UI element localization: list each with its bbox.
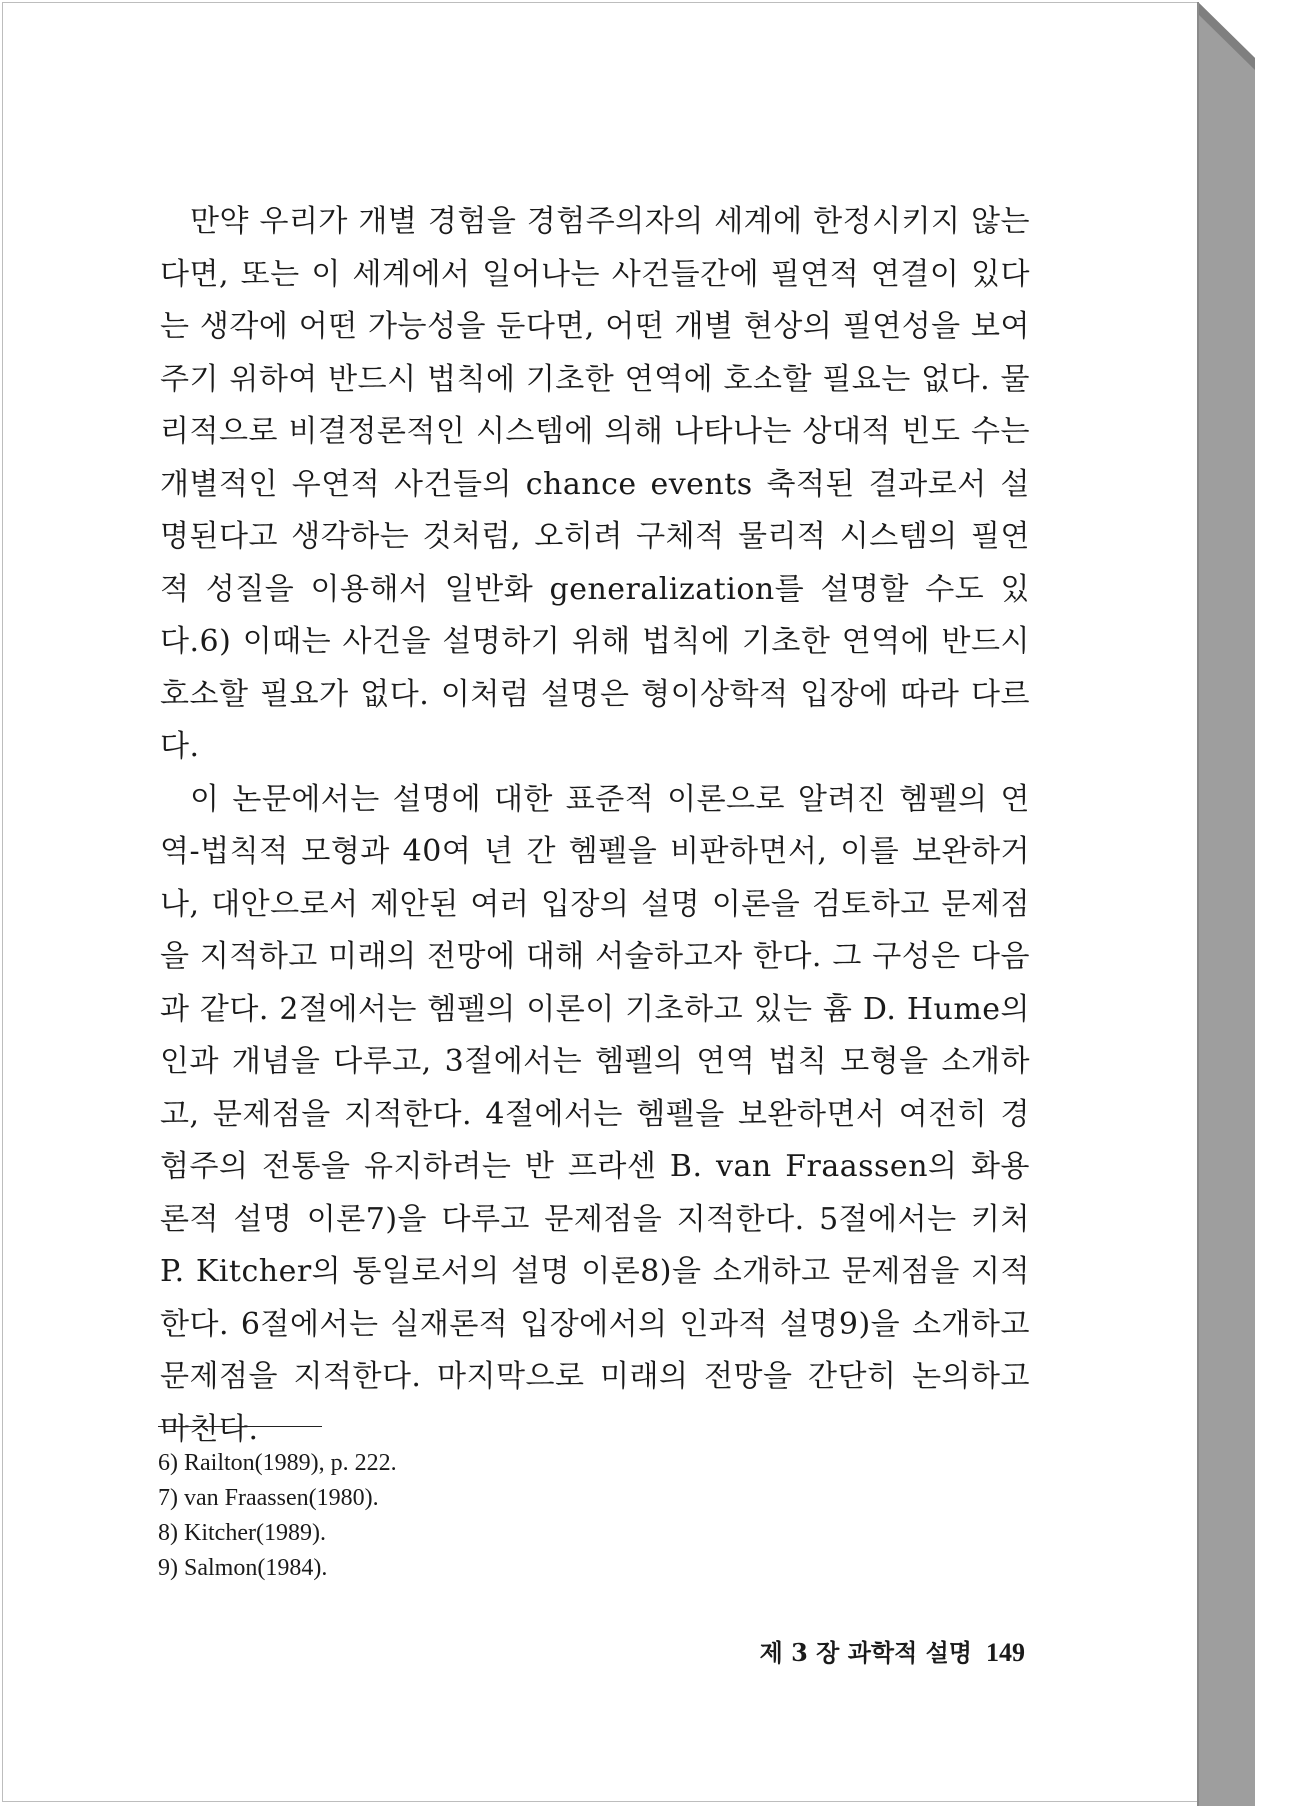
paragraph: 만약 우리가 개별 경험을 경험주의자의 세계에 한정시키지 않는다면, 또는 이 세계에서 일어나는 사건들간에 필연적 연결이 있다는 생각에 어떤 가능성을 둔다면, 어떤 개별 현상의 필연성을 보여 주기 위하여 반드시 법칙에 기초한 연역에 호소할 필요는 없다. 물리적으로 비결정론적인 시스템에 의해 나타나는 상대적 빈도 수는 개별적인 우연적 사건들의 chance events 축적된 결과로서 설명된다고 생각하는 것처럼, 오히려 구체적 물리적 시스템의 필연적 성질을 이용해서 일반화 generalization를 설명할 수도 있다.6) 이때는 사건을 설명하기 위해 법칙에 기초한 연역에 반드시 호소할 필요가 없다. 이처럼 설명은 형이상학적 입장에 따라 다르다. — [160, 204, 1030, 764]
page-number: 149 — [986, 1638, 1025, 1667]
footnote: 9) Salmon(1984). — [158, 1555, 328, 1581]
running-footer — [760, 1633, 1025, 1668]
footnote: 8) Kitcher(1989). — [158, 1520, 326, 1546]
chapter-title: 제 3 장 과학적 설명 — [759, 1638, 972, 1667]
footnotes-list — [158, 1446, 397, 1586]
footnote-separator — [158, 1426, 322, 1427]
main-text — [160, 196, 1030, 1456]
paragraph: 이 논문에서는 설명에 대한 표준적 이론으로 알려진 헴펠의 연역-법칙적 모형과 40여 년 간 헴펠을 비판하면서, 이를 보완하거나, 대안으로서 제안된 여러 입장의 설명 이론을 검토하고 문제점을 지적하고 미래의 전망에 대해 서술하고자 한다. 그 구성은 다음과 같다. 2절에서는 헴펠의 이론이 기초하고 있는 흄 D. Hume의 인과 개념을 다루고, 3절에서는 헴펠의 연역 법칙 모형을 소개하고, 문제점을 지적한다. 4절에서는 헴펠을 보완하면서 여전히 경험주의 전통을 유지하려는 반 프라센 B. van Fraassen의 화용론적 설명 이론7)을 다루고 문제점을 지적한다. 5절에서는 키처 P. Kitcher의 통일로서의 설명 이론8)을 소개하고 문제점을 지적한다. 6절에서는 실재론적 입장에서의 인과적 설명9)을 소개하고 문제점을 지적한다. 마지막으로 미래의 전망을 간단히 논의하고 마친다. — [160, 781, 1030, 1447]
footnote: 6) Railton(1989), p. 222. — [158, 1450, 397, 1476]
footnote: 7) van Fraassen(1980). — [158, 1485, 379, 1511]
